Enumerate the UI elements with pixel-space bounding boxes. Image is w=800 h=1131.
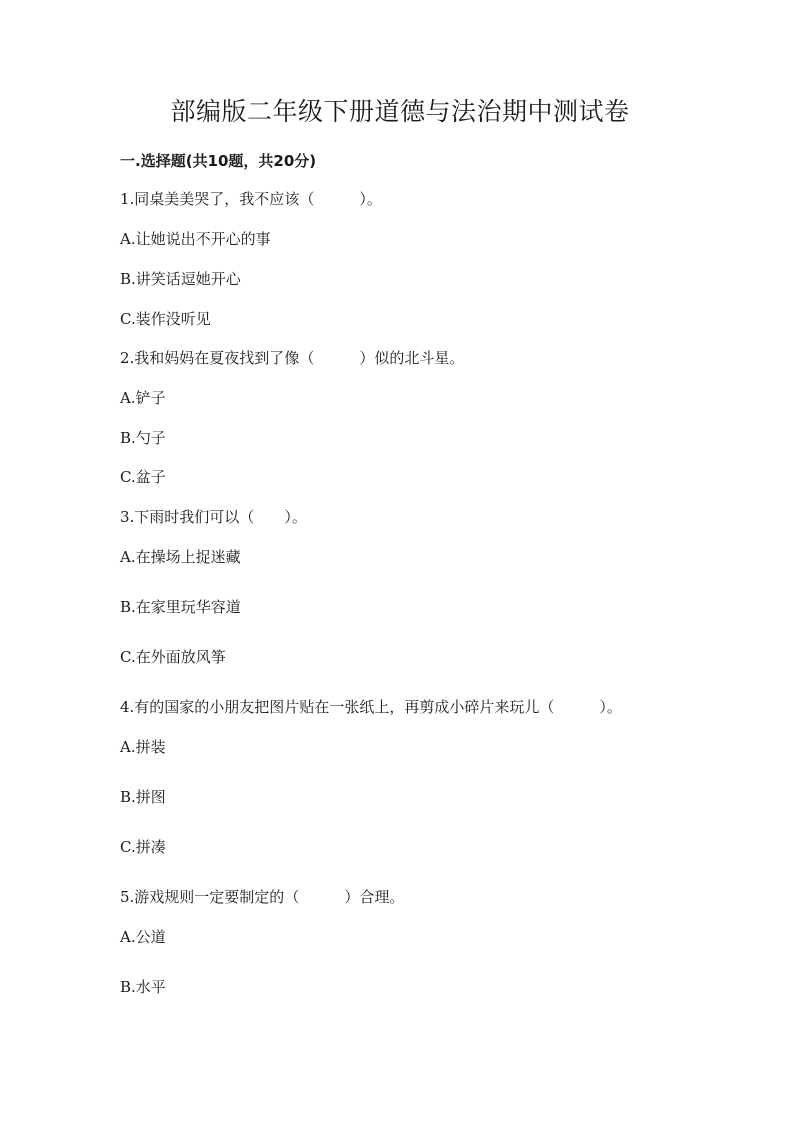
- question-1-stem: 1.同桌美美哭了，我不应该（ ）。: [120, 190, 382, 208]
- question-3-option-a: A.在操场上捉迷藏: [120, 548, 241, 566]
- question-2-option-a: A.铲子: [120, 389, 166, 407]
- question-2-option-b: B.勺子: [120, 429, 166, 447]
- question-5-option-b: B.水平: [120, 978, 166, 996]
- page-title: 部编版二年级下册道德与法治期中测试卷: [170, 97, 630, 126]
- question-4-stem: 4.有的国家的小朋友把图片贴在一张纸上，再剪成小碎片来玩儿（ ）。: [120, 698, 622, 716]
- section-heading: 一.选择题(共10题，共20分): [120, 152, 317, 170]
- question-5-option-a: A.公道: [120, 928, 166, 946]
- question-3-stem: 3.下雨时我们可以（ ）。: [120, 508, 307, 526]
- question-1-option-c: C.装作没听见: [120, 310, 211, 328]
- question-4-option-c: C.拼凑: [120, 838, 166, 856]
- question-1-option-a: A.让她说出不开心的事: [120, 230, 271, 248]
- question-3-option-b: B.在家里玩华容道: [120, 598, 241, 616]
- question-2-stem: 2.我和妈妈在夏夜找到了像（ ）似的北斗星。: [120, 349, 465, 367]
- question-4-option-b: B.拼图: [120, 788, 166, 806]
- question-3-option-c: C.在外面放风筝: [120, 648, 226, 666]
- question-5-stem: 5.游戏规则一定要制定的（ ）合理。: [120, 888, 405, 906]
- question-1-option-b: B.讲笑话逗她开心: [120, 270, 241, 288]
- question-4-option-a: A.拼装: [120, 738, 166, 756]
- question-2-option-c: C.盆子: [120, 468, 166, 486]
